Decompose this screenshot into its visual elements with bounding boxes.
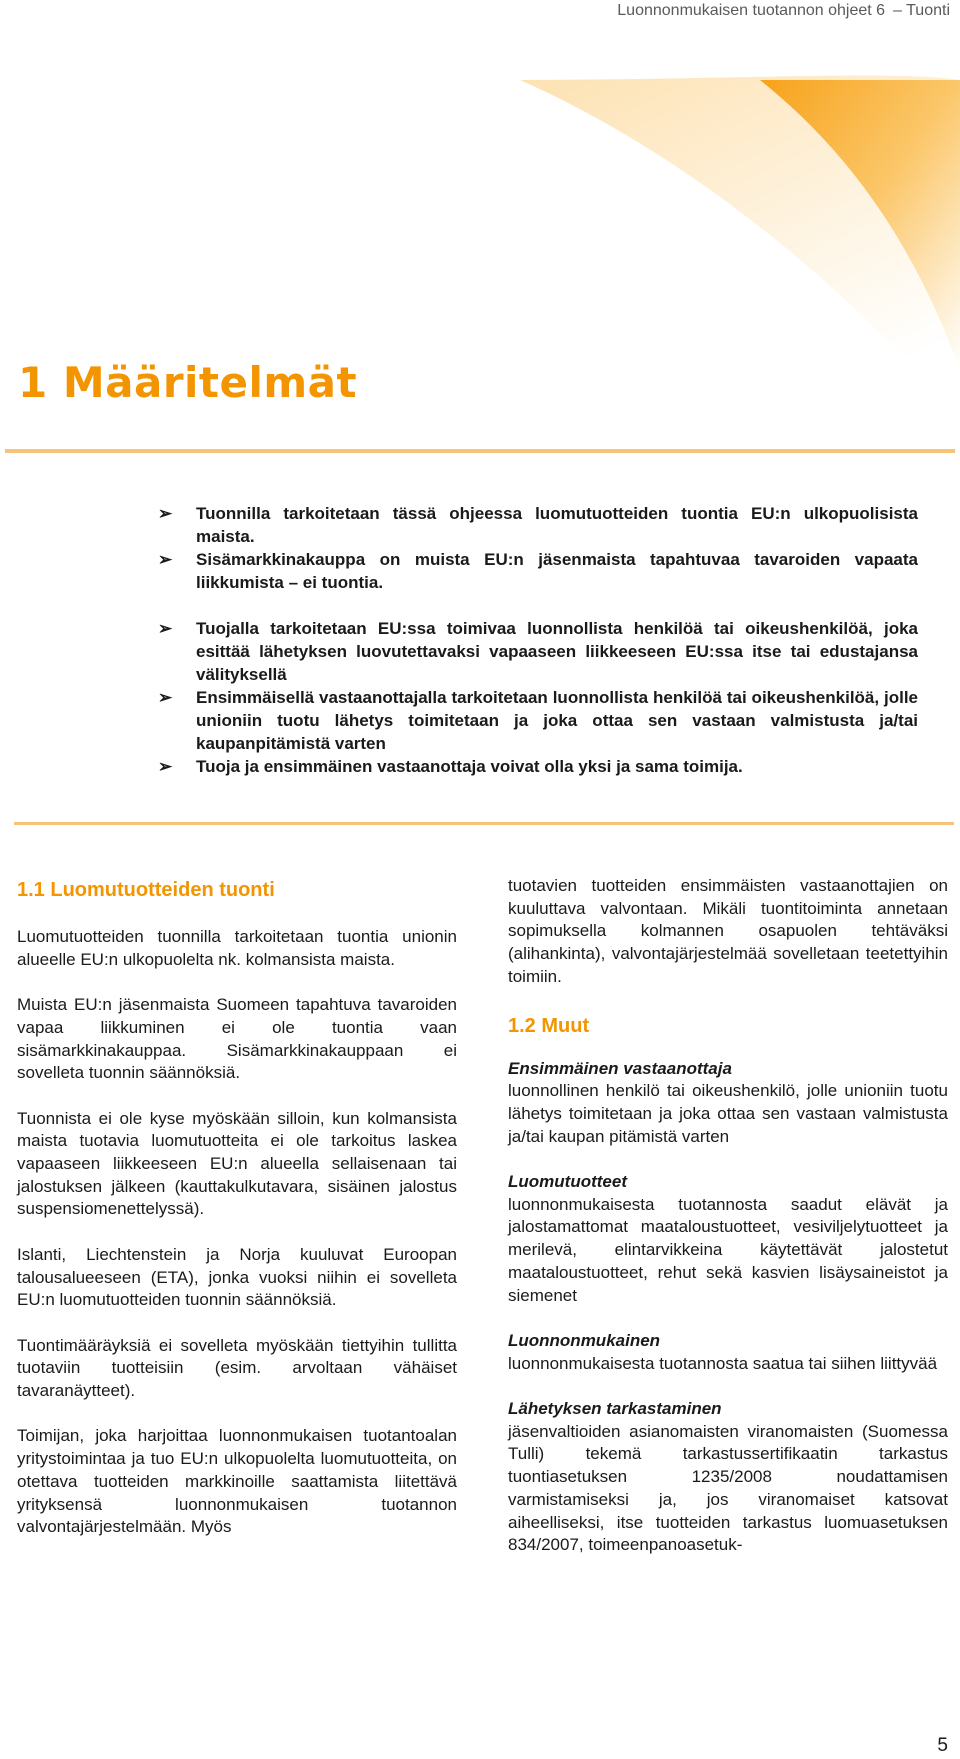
definition-list (158, 502, 918, 778)
running-header: Luonnonmukaisen tuotannon ohjeet 6 – Tuonti (617, 2, 950, 19)
title-rule (5, 449, 955, 453)
term-text: luonnonmukaisesta tuotannosta saatua tai siihen liittyvää (508, 1353, 938, 1373)
section-heading-1-2: 1.2 Muut (508, 1014, 590, 1037)
paragraph: Islanti, Liechtenstein ja Norja kuuluvat Euroopan talousalueeseen (ETA), jonka vuoksi niihin ei sovelleta EU:n luomutuotteiden tuonnin säännöksiä. (17, 1244, 457, 1310)
term-text: luonnonmukaisesta tuotannosta saadut elävät ja jalostamattomat maataloustuotteet, vesiviljelytuotteet ja merilevä, elintarvikkeina käytettävät jalostetut maataloustuotteet, rehut sekä kasvien lisäysaineistot ja siemenet (508, 1194, 948, 1305)
paragraph: Toimijan, joka harjoittaa luonnonmukaisen tuotantoalan yritystoimintaa ja tuo EU:n ulkopuolelta luomutuotteita, on otettava tuotteiden markkinoille saattamista liitettävä yrityksensä luonnonmukaisen tuotannon valvontajärjestelmään. Myös (17, 1426, 457, 1537)
term-label: Luonnonmukainen (508, 1330, 661, 1350)
term-label: Ensimmäinen vastaanottaja (508, 1058, 732, 1078)
paragraph: Tuonnista ei ole kyse myöskään silloin, kun kolmansista maista tuotavia luomutuotteita ei ole tarkoitus laskea vapaaseen liikkeeseen EU:n alueella sellaisenaan tai jalostuksen jälkeen (kauttakulkutavara, sisäinen jalostus suspensiomenettelyssä). (17, 1108, 457, 1219)
right-column (508, 875, 948, 1580)
page-number: 5 (937, 1735, 948, 1756)
section-heading-1-1: 1.1 Luomutuotteiden tuonti (17, 879, 275, 901)
definition-item: ➢ Tuoja ja ensimmäinen vastaanottaja voivat olla yksi ja sama toimija. (158, 757, 743, 776)
header-section: Tuonti (906, 2, 950, 19)
term-text: luonnollinen henkilö tai oikeushenkilö, jolle unioniin tuotu lähetys toimitetaan ja joka ottaa sen vastaan valmistusta ja/tai kaupan pitämistä varten (508, 1081, 948, 1146)
term-text: jäsenvaltioiden asianomaisten viranomaisten (Suomessa Tulli) tekemä tarkastussertifikaatin tarkastus tuontiasetuksen 1235/2008 noudattamisen varmistamiseksi ja, jos viranomaiset katsovat aiheelliseksi, itse tuotteiden tarkastus luomuasetuksen 834/2007, toimeenpanoasetuk- (508, 1421, 948, 1555)
paragraph: Luomutuotteiden tuonnilla tarkoitetaan tuontia unionin alueelle EU:n ulkopuolelta nk. kolmansista maista. (17, 927, 457, 969)
arrow-bullet-icon: ➢ (158, 550, 173, 569)
definition-item: ➢ Sisämarkkinakauppa on muista EU:n jäsenmaista tapahtuvaa tavaroiden vapaata liikkumista – ei tuontia. (158, 550, 918, 592)
term-label: Lähetyksen tarkastaminen (508, 1399, 722, 1419)
term-definition (508, 1330, 948, 1375)
chapter-title: 1 Määritelmät (18, 358, 358, 407)
term-definition (508, 1171, 948, 1307)
arrow-bullet-icon: ➢ (158, 504, 173, 523)
definition-item: ➢ Ensimmäisellä vastaanottajalla tarkoitetaan luonnollista henkilöä tai oikeushenkilöä, jolle unioniin tuotu lähetys toimitetaan ja joka ottaa sen vastaan valmistusta ja/tai kaupanpitämistä varten (158, 688, 918, 753)
paragraph-continuation: tuotavien tuotteiden ensimmäisten vastaanottajien on kuuluttava valvontaan. Mikäli tuontitoiminta annetaan sopimuksella kolmannen osapuolen tehtäväksi (alihankinta), valvontajärjestelmää sovelletaan teetettyihin toimiin. (508, 876, 948, 986)
section-divider (14, 822, 954, 825)
paragraph: Muista EU:n jäsenmaista Suomeen tapahtuva tavaroiden vapaa liikkuminen ei ole tuontia vaan sisämarkkinakauppaa. Sisämarkkinakauppaan ei sovelleta tuonnin säännöksiä. (17, 995, 457, 1083)
arrow-bullet-icon: ➢ (158, 688, 173, 707)
left-column (17, 878, 457, 1562)
arrow-bullet-icon: ➢ (158, 757, 173, 776)
definition-item: ➢ Tuojalla tarkoitetaan EU:ssa toimivaa luonnollista henkilöä tai oikeushenkilöä, joka esittää lähetyksen luovutettavaksi vapaaseen liikkeeseen EU:ssa itse tai edustajansa välityksellä (158, 619, 918, 684)
arrow-bullet-icon: ➢ (158, 619, 173, 638)
term-definition (508, 1058, 948, 1149)
definition-item: ➢ Tuonnilla tarkoitetaan tässä ohjeessa luomutuotteiden tuontia EU:n ulkopuolisista maista. (158, 504, 918, 546)
paragraph: Tuontimääräyksiä ei sovelleta myöskään tiettyihin tullitta tuotaviin tuotteisiin (esim. arvoltaan vähäiset tavaranäytteet). (17, 1335, 457, 1400)
term-label: Luomutuotteet (508, 1172, 627, 1192)
term-definition (508, 1398, 948, 1557)
header-guide-title: Luonnonmukaisen tuotannon ohjeet 6 (617, 2, 886, 19)
